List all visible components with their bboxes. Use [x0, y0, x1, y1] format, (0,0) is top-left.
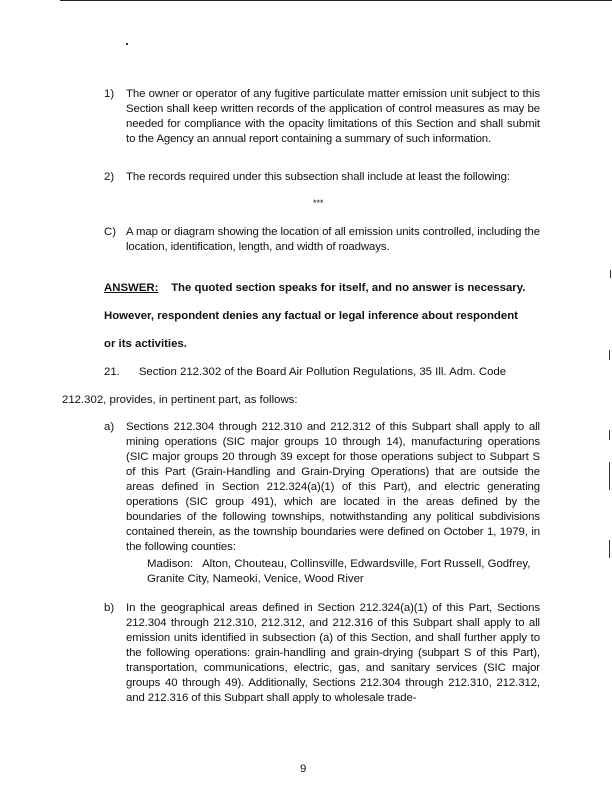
omission-marker: *** [313, 198, 324, 208]
counties-list: Madison: Alton, Chouteau, Collinsville, Edwardsville, Fort Russell, Godfrey, Granite City, Nameoki, Venice, Wood River [147, 558, 534, 585]
answer-text: The quoted section speaks for itself, and no answer is necessary. [171, 282, 526, 294]
list-item-number: 1) [104, 88, 115, 100]
subsection-number: a) [104, 421, 115, 433]
scan-mark [609, 462, 610, 490]
answer-line-3: or its activities. [104, 338, 187, 350]
list-item-number: C) [104, 226, 117, 238]
scan-top-border [60, 0, 612, 1]
page-number: 9 [300, 763, 307, 775]
scan-mark [609, 540, 610, 558]
subsection-number: b) [104, 602, 115, 614]
answer-line-1 [104, 281, 525, 296]
answer-line-2: However, respondent denies any factual or legal inference about respondent [104, 310, 518, 322]
list-item-text: The records required under this subsection shall include at least the following: [126, 171, 510, 183]
subsection-a-text: Sections 212.304 through 212.310 and 212.312 of this Subpart shall apply to all mining operations (SIC major groups 10 through 14), manufacturing operations (SIC major groups 20 through 39 except for those operations subject to Subpart S of this Part (Grain-Handling and Grain-Drying Operations) that are outside the areas defined in Section 212.324(a)(1) of this Part), and electric generating operations (SIC group 491), which are located in the areas defined by the boundaries of the following townships, notwithstanding any political subdivisions contained therein, as the township boundaries were defined on October 1, 1979, in the following counties: [126, 421, 540, 553]
list-item-text: The owner or operator of any fugitive particulate matter emission unit subject to this Section shall keep written records of the application of control measures as may be needed for compliance with the opacity limitations of this Section and shall submit to the Agency an annual report containing a summary of such information. [126, 88, 540, 145]
scan-mark [609, 350, 610, 360]
answer-label: ANSWER: [104, 282, 159, 294]
list-item-text: A map or diagram showing the location of all emission units controlled, including the location, identification, length, and width of roadways. [126, 226, 540, 253]
list-item-number: 2) [104, 171, 115, 183]
scan-mark [609, 430, 610, 440]
scan-mark [610, 270, 611, 278]
paragraph-21-line-1: 21. Section 212.302 of the Board Air Pollution Regulations, 35 Ill. Adm. Code [104, 366, 507, 378]
paragraph-21-line-2: 212.302, provides, in pertinent part, as follows: [62, 394, 298, 406]
subsection-b-text: In the geographical areas defined in Section 212.324(a)(1) of this Part, Sections 212.304 through 212.310, 212.312, and 212.316 of this Subpart shall apply to all emission units identified in subsection (a) of this Section, and shall further apply to the following operations: grain-handling and grain-drying (subpart S of this Part), transportation, communications, electric, gas, and sanitary services (SIC major groups 40 through 49). Additionally, Sections 212.304 through 212.310, 212.312, and 212.316 of this Subpart shall apply to wholesale trade- [126, 602, 540, 704]
scan-speck [126, 43, 128, 45]
